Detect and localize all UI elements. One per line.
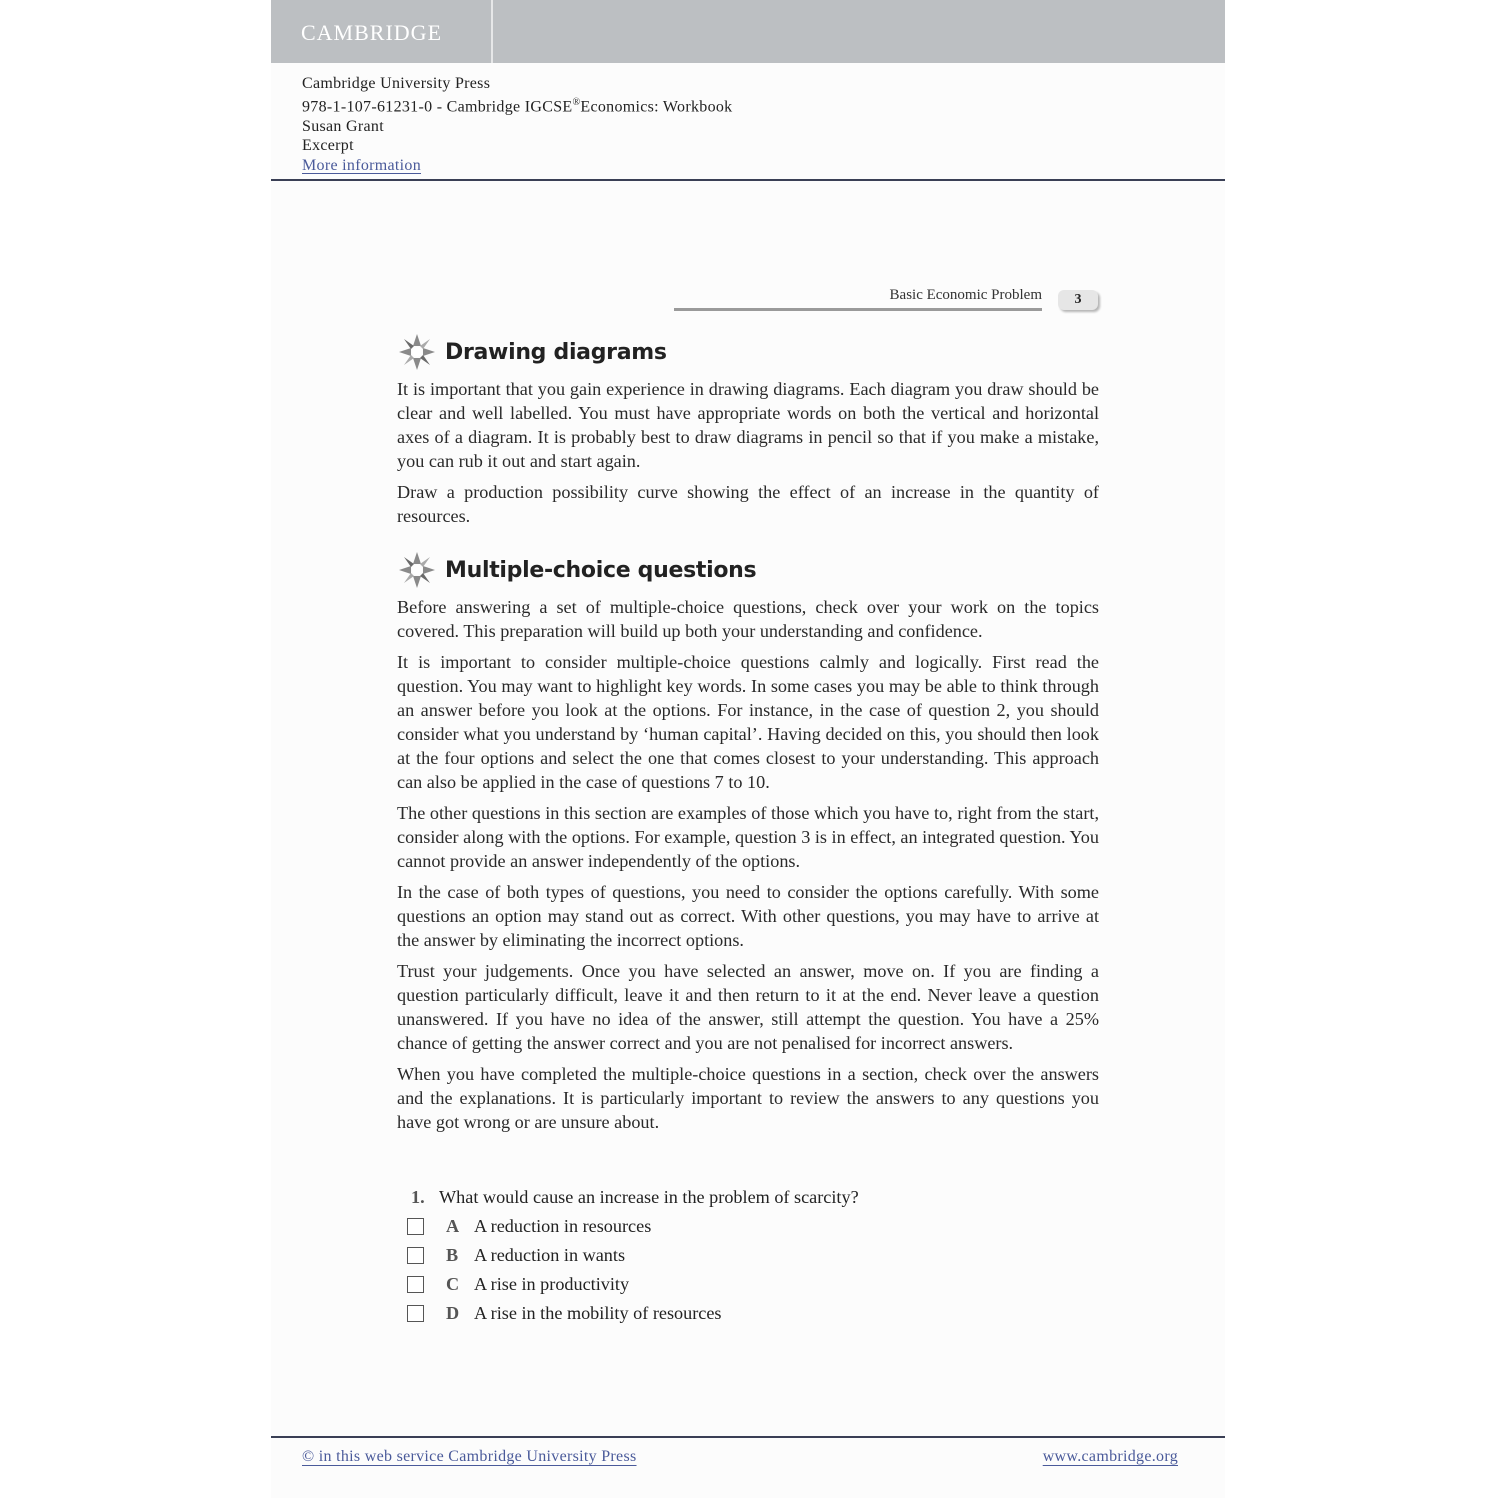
header-rule <box>271 179 1225 181</box>
registered-mark: ® <box>572 97 581 109</box>
header-banner <box>271 0 1225 63</box>
option-letter: C <box>446 1273 460 1294</box>
option-text: A rise in the mobility of resources <box>474 1302 722 1323</box>
paragraph: In the case of both types of questions, you need to consider the options carefully. With some questions an option may stand out as correct. With other questions, you may have to arrive at the answer by eliminating the incorrect options. <box>397 882 1099 950</box>
question-1 <box>397 1185 1099 1209</box>
paragraph: The other questions in this section are examples of those which you have to, right from the start, consider along with the options. For example, question 3 is in effect, an integrated question. You cannot provide an answer independently of the options. <box>397 803 1099 871</box>
section-body-multiple-choice <box>397 595 1099 1141</box>
publisher-name: Cambridge University Press <box>302 75 491 92</box>
paragraph: Draw a production possibility curve showing the effect of an increase in the quantity of resources. <box>397 482 1099 526</box>
more-information-link[interactable]: More information <box>302 156 421 174</box>
paragraph: Before answering a set of multiple-choice questions, check over your work on the topics covered. This preparation will build up both your understanding and confidence. <box>397 597 1099 641</box>
paragraph: Trust your judgements. Once you have selected an answer, move on. If you are finding a question particularly difficult, leave it and then return to it at the end. Never leave a question unanswered. If you have no idea of the answer, still attempt the question. You have a 25% chance of getting the answer correct and you are not penalised for incorrect answers. <box>397 961 1099 1053</box>
footer-rule <box>271 1436 1225 1438</box>
copyright-link[interactable]: © in this web service Cambridge University Press <box>302 1448 637 1465</box>
answer-option-a <box>407 1214 651 1238</box>
isbn-title-prefix: 978-1-107-61231-0 - Cambridge IGCSE <box>302 98 573 116</box>
website-link[interactable]: www.cambridge.org <box>1042 1448 1178 1465</box>
option-text: A reduction in wants <box>474 1244 626 1265</box>
option-letter: A <box>446 1215 460 1236</box>
option-letter: D <box>446 1302 460 1323</box>
running-head-rule <box>674 308 1042 311</box>
question-text: What would cause an increase in the problem of scarcity? <box>439 1187 859 1207</box>
section-heading-drawing-diagrams <box>397 332 667 372</box>
answer-checkbox-c[interactable] <box>407 1276 424 1293</box>
answer-option-c <box>407 1272 629 1296</box>
book-metadata <box>302 74 732 175</box>
document-page <box>271 0 1225 1498</box>
isbn-title-suffix: Economics: Workbook <box>580 98 733 116</box>
running-head-title: Basic Economic Problem <box>889 287 1042 303</box>
page-number-tab: 3 <box>1058 290 1098 310</box>
answer-option-b <box>407 1243 625 1267</box>
section-heading-multiple-choice <box>397 550 756 590</box>
section-body-drawing-diagrams <box>397 377 1099 535</box>
option-letter: B <box>446 1244 459 1265</box>
answer-checkbox-d[interactable] <box>407 1305 424 1322</box>
option-text: A rise in productivity <box>474 1273 630 1294</box>
gear-burst-icon <box>397 550 437 590</box>
option-text: A reduction in resources <box>474 1215 652 1236</box>
isbn-title <box>302 93 732 117</box>
answer-option-d <box>407 1301 722 1325</box>
paragraph: When you have completed the multiple-choice questions in a section, check over the answers and the explanations. It is particularly important to review the answers to any questions you have got wrong or are unsure about. <box>397 1064 1099 1132</box>
paragraph: It is important to consider multiple-choice questions calmly and logically. First read the question. You may want to highlight key words. In some cases you may be able to think through an answer before you look at the options. For instance, in the case of question 2, you should consider what you understand by ‘human capital’. Having decided on this, you should then look at the four options and select the one that comes closest to your understanding. This approach can also be applied in the case of questions 7 to 10. <box>397 652 1099 792</box>
author-name: Susan Grant <box>302 117 384 135</box>
banner-divider <box>491 0 493 63</box>
cambridge-logo: CAMBRIDGE <box>301 20 443 45</box>
excerpt-label: Excerpt <box>302 137 354 155</box>
gear-burst-icon <box>397 332 437 372</box>
paragraph: It is important that you gain experience in drawing diagrams. Each diagram you draw should be clear and well labelled. You must have appropriate words on both the vertical and horizontal axes of a diagram. It is probably best to draw diagrams in pencil so that if you make a mistake, you can rub it out and start again. <box>397 379 1099 471</box>
section-title: Drawing diagrams <box>445 339 667 365</box>
section-title: Multiple-choice questions <box>445 557 757 583</box>
answer-checkbox-b[interactable] <box>407 1247 424 1264</box>
answer-checkbox-a[interactable] <box>407 1218 424 1235</box>
question-number: 1. <box>411 1187 425 1207</box>
